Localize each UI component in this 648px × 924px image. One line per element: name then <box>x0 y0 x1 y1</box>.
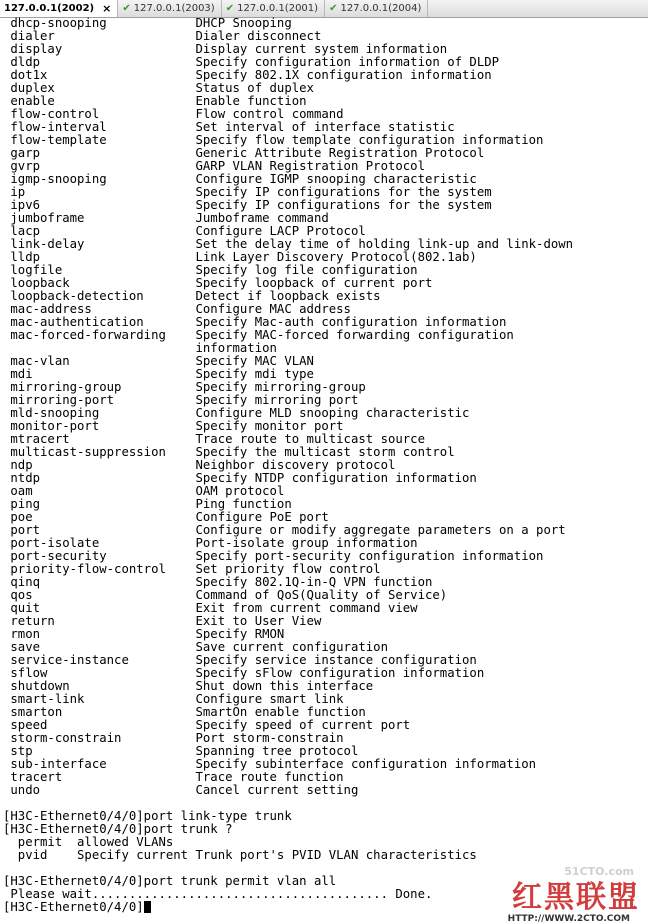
close-tab-icon[interactable]: × <box>102 2 112 15</box>
help-line: flow-interval Set interval of interface statistic <box>3 120 455 134</box>
help-line: lacp Configure LACP Protocol <box>3 224 366 238</box>
help-line: mirroring-port Specify mirroring port <box>3 393 359 407</box>
help-line: ip Specify IP configurations for the system <box>3 185 492 199</box>
help-line: lldp Link Layer Discovery Protocol(802.1ab) <box>3 250 477 264</box>
help-line: sub-interface Specify subinterface configuration information <box>3 757 537 771</box>
help-line: return Exit to User View <box>3 614 322 628</box>
help-line: smarton SmartOn enable function <box>3 705 366 719</box>
session-tab-label: 127.0.0.1(2002) <box>4 3 95 14</box>
help-line: smart-link Configure smart link <box>3 692 344 706</box>
help-line: gvrp GARP VLAN Registration Protocol <box>3 159 425 173</box>
help-line: service-instance Specify service instance configuration <box>3 653 477 667</box>
session-tab[interactable] <box>325 0 428 17</box>
session-tab-label: 127.0.0.1(2003) <box>133 3 215 14</box>
help-line: qinq Specify 802.1Q-in-Q VPN function <box>3 575 433 589</box>
help-line: display Display current system information <box>3 42 448 56</box>
help-line: port-security Specify port-security configuration information <box>3 549 544 563</box>
help-line: mirroring-group Specify mirroring-group <box>3 380 366 394</box>
help-line: undo Cancel current setting <box>3 783 359 797</box>
session-tab-label: 127.0.0.1(2001) <box>237 3 319 14</box>
help-line: tracert Trace route function <box>3 770 344 784</box>
help-line: oam OAM protocol <box>3 484 285 498</box>
help-line: flow-template Specify flow template configuration information <box>3 133 544 147</box>
help-line: garp Generic Attribute Registration Protocol <box>3 146 485 160</box>
help-line: igmp-snooping Configure IGMP snooping characteristic <box>3 172 477 186</box>
watermark-url: HTTP://WWW.2CTO.COM <box>507 914 630 924</box>
session-line: [H3C-Ethernet0/4/0]port trunk ? <box>3 822 233 836</box>
session-line: Please wait........................................ Done. <box>3 887 433 901</box>
help-line: jumboframe Jumboframe command <box>3 211 329 225</box>
command-prompt: [H3C-Ethernet0/4/0] <box>3 901 151 914</box>
help-line: stp Spanning tree protocol <box>3 744 359 758</box>
help-line: mac-address Configure MAC address <box>3 302 351 316</box>
help-line: mtracert Trace route to multicast source <box>3 432 425 446</box>
help-line: shutdown Shut down this interface <box>3 679 374 693</box>
connected-check-icon: ✔ <box>225 3 235 14</box>
session-tab[interactable] <box>222 0 325 17</box>
session-tab[interactable] <box>118 0 221 17</box>
help-line: storm-constrain Port storm-constrain <box>3 731 344 745</box>
help-line: flow-control Flow control command <box>3 107 344 121</box>
help-line: ipv6 Specify IP configurations for the system <box>3 198 492 212</box>
session-line: pvid Specify current Trunk port's PVID VLAN characteristics <box>3 848 477 862</box>
help-line: speed Specify speed of current port <box>3 718 411 732</box>
help-line: sflow Specify sFlow configuration information <box>3 666 485 680</box>
session-tab-label: 127.0.0.1(2004) <box>340 3 422 14</box>
connected-check-icon: ✔ <box>329 3 338 14</box>
help-line: ntdp Specify NTDP configuration information <box>3 471 477 485</box>
help-line: quit Exit from current command view <box>3 601 418 615</box>
watermark-top-text: 51CTO.com <box>564 865 634 878</box>
help-line: save Save current configuration <box>3 640 388 654</box>
help-line: multicast-suppression Specify the multicast storm control <box>3 445 455 459</box>
help-line: ping Ping function <box>3 497 292 511</box>
help-line: information <box>3 341 277 355</box>
terminal-output[interactable] <box>0 17 648 924</box>
help-line: mac-vlan Specify MAC VLAN <box>3 354 314 368</box>
help-line: dldp Specify configuration information of DLDP <box>3 55 500 69</box>
help-line: monitor-port Specify monitor port <box>3 419 344 433</box>
help-line: poe Configure PoE port <box>3 510 329 524</box>
help-line: priority-flow-control Set priority flow control <box>3 562 381 576</box>
watermark-logo-text: 红黑联盟 <box>512 880 640 915</box>
help-line: loopback-detection Detect if loopback exists <box>3 289 381 303</box>
help-line: mdi Specify mdi type <box>3 367 314 381</box>
help-line: port-isolate Port-isolate group information <box>3 536 418 550</box>
session-tab[interactable] <box>0 0 118 17</box>
session-line: [H3C-Ethernet0/4/0]port trunk permit vlan all <box>3 874 337 888</box>
watermark <box>414 864 644 924</box>
help-line: mac-forced-forwarding Specify MAC-forced forwarding configuration <box>3 328 514 342</box>
session-line: permit allowed VLANs <box>3 835 174 849</box>
help-line: link-delay Set the delay time of holding link-up and link-down <box>3 237 574 251</box>
help-line: dhcp-snooping DHCP Snooping <box>3 17 292 30</box>
help-line: rmon Specify RMON <box>3 627 285 641</box>
help-line: logfile Specify log file configuration <box>3 263 418 277</box>
help-line: duplex Status of duplex <box>3 81 314 95</box>
help-line: mld-snooping Configure MLD snooping characteristic <box>3 406 470 420</box>
connected-check-icon: ✔ <box>122 3 131 14</box>
help-line: dot1x Specify 802.1X configuration information <box>3 68 492 82</box>
help-line: mac-authentication Specify Mac-auth configuration information <box>3 315 507 329</box>
help-line: dialer Dialer disconnect <box>3 29 322 43</box>
session-tab-bar <box>0 0 648 18</box>
help-line: port Configure or modify aggregate parameters on a port <box>3 523 566 537</box>
help-line: ndp Neighbor discovery protocol <box>3 458 396 472</box>
session-line: [H3C-Ethernet0/4/0]port link-type trunk <box>3 809 292 823</box>
help-line: qos Command of QoS(Quality of Service) <box>3 588 448 602</box>
text-cursor <box>144 901 151 913</box>
help-line: enable Enable function <box>3 94 307 108</box>
help-line: loopback Specify loopback of current port <box>3 276 433 290</box>
